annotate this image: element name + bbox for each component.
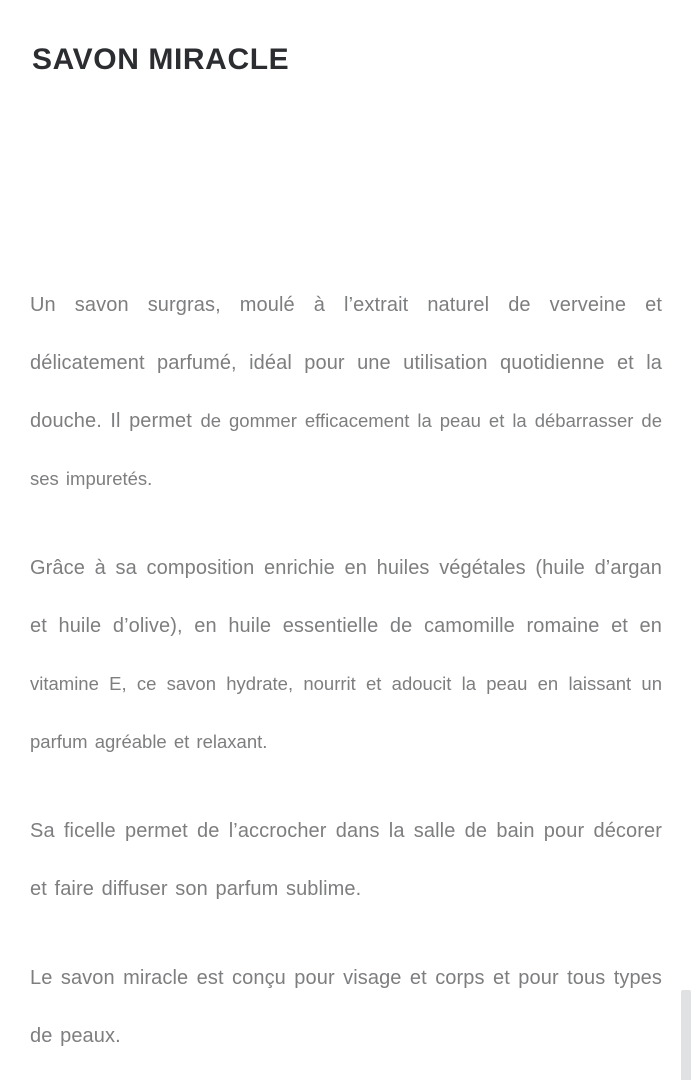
scrollbar-thumb[interactable] <box>681 990 691 1080</box>
description-text <box>30 276 662 1065</box>
paragraph-segment: Grâce à sa composition enrichie en huiles végétales (huile d’argan et huile d’olive), en huile essentielle de camomille romaine et en <box>30 557 662 637</box>
paragraph <box>30 949 662 1065</box>
paragraph-segment: Sa ficelle permet de l’accrocher dans la salle de bain pour décorer et faire diffuser son parfum sublime. <box>30 820 662 900</box>
paragraph-segment: de gommer efficacement la peau et la débarrasser de ses impuretés. <box>30 410 662 489</box>
paragraph <box>30 802 662 918</box>
paragraph-segment: vitamine E, ce savon hydrate, nourrit et adoucit la peau en laissant un parfum agréable et relaxant. <box>30 673 662 752</box>
paragraph-segment: Le savon miracle est conçu pour visage et corps et pour tous types de peaux. <box>30 967 662 1047</box>
paragraph <box>30 276 662 508</box>
paragraph <box>30 539 662 771</box>
paragraph-segment: Un savon surgras, moulé à l’extrait naturel de verveine et délicatement parfumé, idéal pour une utilisation quotidienne et la douche. Il permet <box>30 294 662 432</box>
page-title: SAVON MIRACLE <box>32 43 290 76</box>
